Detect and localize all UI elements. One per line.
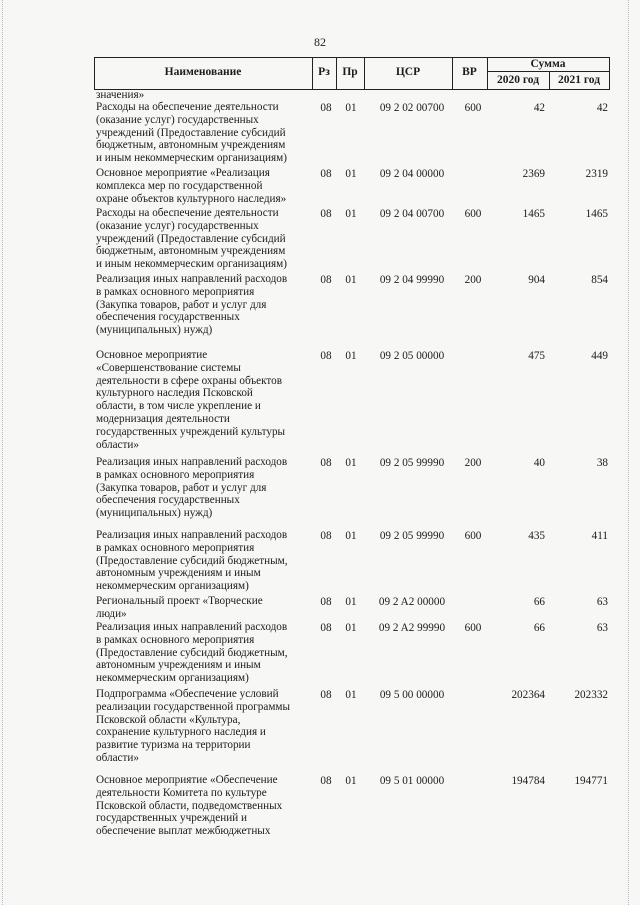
row-rz: 08: [320, 775, 332, 787]
row-rz: 08: [320, 596, 332, 608]
row-pr: 01: [345, 208, 357, 220]
row-csr: 09 2 A2 99990: [378, 622, 446, 634]
row-sum-2020: 66: [533, 596, 545, 608]
row-vr: 200: [464, 457, 482, 469]
row-name-line: в рамках основного мероприятия: [96, 468, 255, 481]
row-name-line: Региональный проект «Творческие: [96, 595, 263, 607]
row-name-line: в рамках основного мероприятия: [96, 285, 255, 298]
row-name: [96, 89, 310, 102]
row-name-line: в рамках основного мероприятия: [96, 633, 255, 646]
table-header: [94, 57, 610, 90]
row-name-line: комплекса мер по государственной: [96, 179, 263, 192]
row-pr: 01: [345, 274, 357, 286]
row-name: [96, 101, 310, 165]
row-name-line: области, в том числе укрепление и: [96, 400, 261, 413]
row-name-line: (Закупка товаров, работ и услуг для: [96, 481, 267, 494]
row-name: [96, 621, 310, 685]
row-rz: 08: [320, 350, 332, 362]
row-csr: 09 2 05 00000: [379, 350, 445, 362]
header-pr: Пр: [342, 66, 358, 78]
row-sum-2020: 194784: [511, 775, 545, 787]
row-name-line: значения»: [96, 89, 145, 101]
row-name-line: развитие туризма на территории: [96, 739, 251, 752]
row-sum-2021: 42: [596, 102, 608, 114]
header-name: Наименование: [164, 66, 242, 78]
row-name-line: (оказание услуг) государственных: [96, 113, 259, 126]
row-name-line: и иным некоммерческим организациям): [96, 258, 287, 271]
row-name: [96, 529, 310, 593]
row-name-line: обеспечения государственных: [96, 494, 240, 507]
page-number: 82: [314, 35, 326, 49]
row-pr: 01: [345, 689, 357, 701]
row-sum-2020: 1465: [522, 208, 545, 220]
row-csr: 09 2 05 99990: [379, 530, 445, 542]
row-sum-2020: 40: [533, 457, 545, 469]
row-name-line: государственных учреждений и: [96, 812, 247, 825]
header-year-2020: 2020 год: [496, 74, 540, 86]
row-rz: 08: [320, 208, 332, 220]
row-name-line: (муниципальных) нужд): [96, 507, 213, 520]
row-sum-2021: 411: [591, 530, 608, 542]
row-rz: 08: [320, 689, 332, 701]
row-name-line: (Предоставление субсидий бюджетным,: [96, 646, 288, 659]
row-sum-2021: 1465: [585, 208, 608, 220]
header-csr: ЦСР: [395, 66, 421, 78]
row-csr: 09 2 04 00700: [379, 208, 445, 220]
row-name-line: Расходы на обеспечение деятельности: [96, 207, 279, 219]
row-name-line: «Совершенствование системы: [96, 361, 241, 374]
row-name-line: Реализация иных направлений расходов: [96, 529, 288, 541]
row-name-line: Реализация иных направлений расходов: [96, 621, 288, 633]
row-csr: 09 2 04 99990: [379, 274, 445, 286]
row-name-line: автономным учреждениям и иным: [96, 567, 261, 580]
row-sum-2020: 904: [528, 274, 545, 286]
row-name-line: Псковской области «Культура,: [96, 713, 241, 726]
row-pr: 01: [345, 622, 357, 634]
row-name-line: Реализация иных направлений расходов: [96, 456, 288, 468]
row-sum-2021: 202332: [574, 689, 608, 701]
row-sum-2021: 38: [596, 457, 608, 469]
row-name-line: в рамках основного мероприятия: [96, 541, 255, 554]
header-sum: Сумма: [530, 58, 566, 70]
row-csr: 09 5 01 00000: [379, 775, 445, 787]
row-pr: 01: [345, 596, 357, 608]
row-name-line: охране объектов культурного наследия»: [96, 192, 287, 205]
row-pr: 01: [345, 350, 357, 362]
row-rz: 08: [320, 168, 332, 180]
row-rz: 08: [320, 274, 332, 286]
row-name-line: сохранение культурного наследия и: [96, 726, 266, 739]
row-vr: 600: [464, 208, 482, 220]
row-name-line: автономным учреждениям и иным: [96, 659, 261, 672]
row-name-line: учреждений (Предоставление субсидий: [96, 232, 286, 245]
row-name-line: (Закупка товаров, работ и услуг для: [96, 298, 267, 311]
row-sum-2021: 63: [596, 596, 608, 608]
row-sum-2021: 194771: [574, 775, 608, 787]
row-name-line: обеспечения государственных: [96, 311, 240, 324]
row-name-line: бюджетным, автономным учреждениям: [96, 139, 286, 152]
row-name-line: реализации государственной программы: [96, 700, 290, 713]
row-name-line: модернизация деятельности: [96, 412, 230, 425]
row-name-line: Основное мероприятие «Обеспечение: [96, 774, 278, 786]
row-sum-2021: 854: [591, 274, 608, 286]
row-sum-2020: 202364: [511, 689, 545, 701]
row-rz: 08: [320, 457, 332, 469]
row-name-line: Расходы на обеспечение деятельности: [96, 101, 279, 113]
row-pr: 01: [345, 168, 357, 180]
row-csr: 09 2 05 99990: [379, 457, 445, 469]
row-name-line: и иным некоммерческим организациям): [96, 152, 287, 165]
row-sum-2020: 66: [533, 622, 545, 634]
row-name-line: (Предоставление субсидий бюджетным,: [96, 554, 288, 567]
row-name-line: бюджетным, автономным учреждениям: [96, 245, 286, 258]
row-name: [96, 207, 310, 271]
row-name-line: люди»: [96, 607, 127, 620]
row-name-line: Реализация иных направлений расходов: [96, 273, 288, 285]
row-name-line: (муниципальных) нужд): [96, 324, 213, 337]
row-vr: 600: [464, 530, 482, 542]
row-name: [96, 595, 310, 621]
row-name-line: области»: [96, 438, 139, 451]
row-name-line: Основное мероприятие: [96, 349, 208, 361]
row-sum-2020: 42: [533, 102, 545, 114]
row-sum-2020: 2369: [522, 168, 545, 180]
row-vr: 200: [464, 274, 482, 286]
row-name-line: некоммерческим организациям): [96, 672, 249, 685]
row-name: [96, 349, 310, 451]
row-csr: 09 2 02 00700: [379, 102, 445, 114]
row-pr: 01: [345, 102, 357, 114]
row-name: [96, 273, 310, 337]
header-year-2021: 2021 год: [557, 74, 601, 86]
row-name-line: государственных учреждений культуры: [96, 425, 286, 438]
scan-edge-left: [2, 0, 3, 905]
row-csr: 09 2 04 00000: [379, 168, 445, 180]
row-pr: 01: [345, 775, 357, 787]
row-name-line: области»: [96, 751, 139, 764]
row-sum-2021: 63: [596, 622, 608, 634]
row-name-line: культурного наследия Псковской: [96, 387, 253, 400]
row-name-line: обеспечение выплат межбюджетных: [96, 825, 271, 838]
row-name: [96, 456, 310, 520]
row-name-line: Псковской области, подведомственных: [96, 799, 283, 812]
row-name-line: деятельности в сфере охраны объектов: [96, 374, 283, 387]
row-rz: 08: [320, 530, 332, 542]
row-name-line: (оказание услуг) государственных: [96, 219, 259, 232]
row-vr: 600: [464, 622, 482, 634]
row-name-line: некоммерческим организациям): [96, 580, 249, 593]
row-rz: 08: [320, 102, 332, 114]
row-sum-2021: 2319: [585, 168, 608, 180]
header-rz: Рз: [318, 66, 330, 78]
scan-edge-right: [628, 0, 629, 905]
row-csr: 09 2 A2 00000: [378, 596, 446, 608]
row-sum-2020: 435: [528, 530, 545, 542]
row-name: [96, 688, 310, 765]
row-name-line: учреждений (Предоставление субсидий: [96, 126, 286, 139]
row-name: [96, 167, 310, 205]
row-rz: 08: [320, 622, 332, 634]
row-sum-2021: 449: [591, 350, 608, 362]
row-name-line: деятельности Комитета по культуре: [96, 786, 267, 799]
row-csr: 09 5 00 00000: [379, 689, 445, 701]
row-pr: 01: [345, 530, 357, 542]
header-vr: ВР: [462, 66, 477, 78]
row-name: [96, 774, 310, 838]
row-sum-2020: 475: [528, 350, 545, 362]
row-vr: 600: [464, 102, 482, 114]
row-name-line: Подпрограмма «Обеспечение условий: [96, 688, 279, 700]
row-pr: 01: [345, 457, 357, 469]
header-divider: [609, 57, 610, 90]
row-name-line: Основное мероприятие «Реализация: [96, 167, 270, 179]
